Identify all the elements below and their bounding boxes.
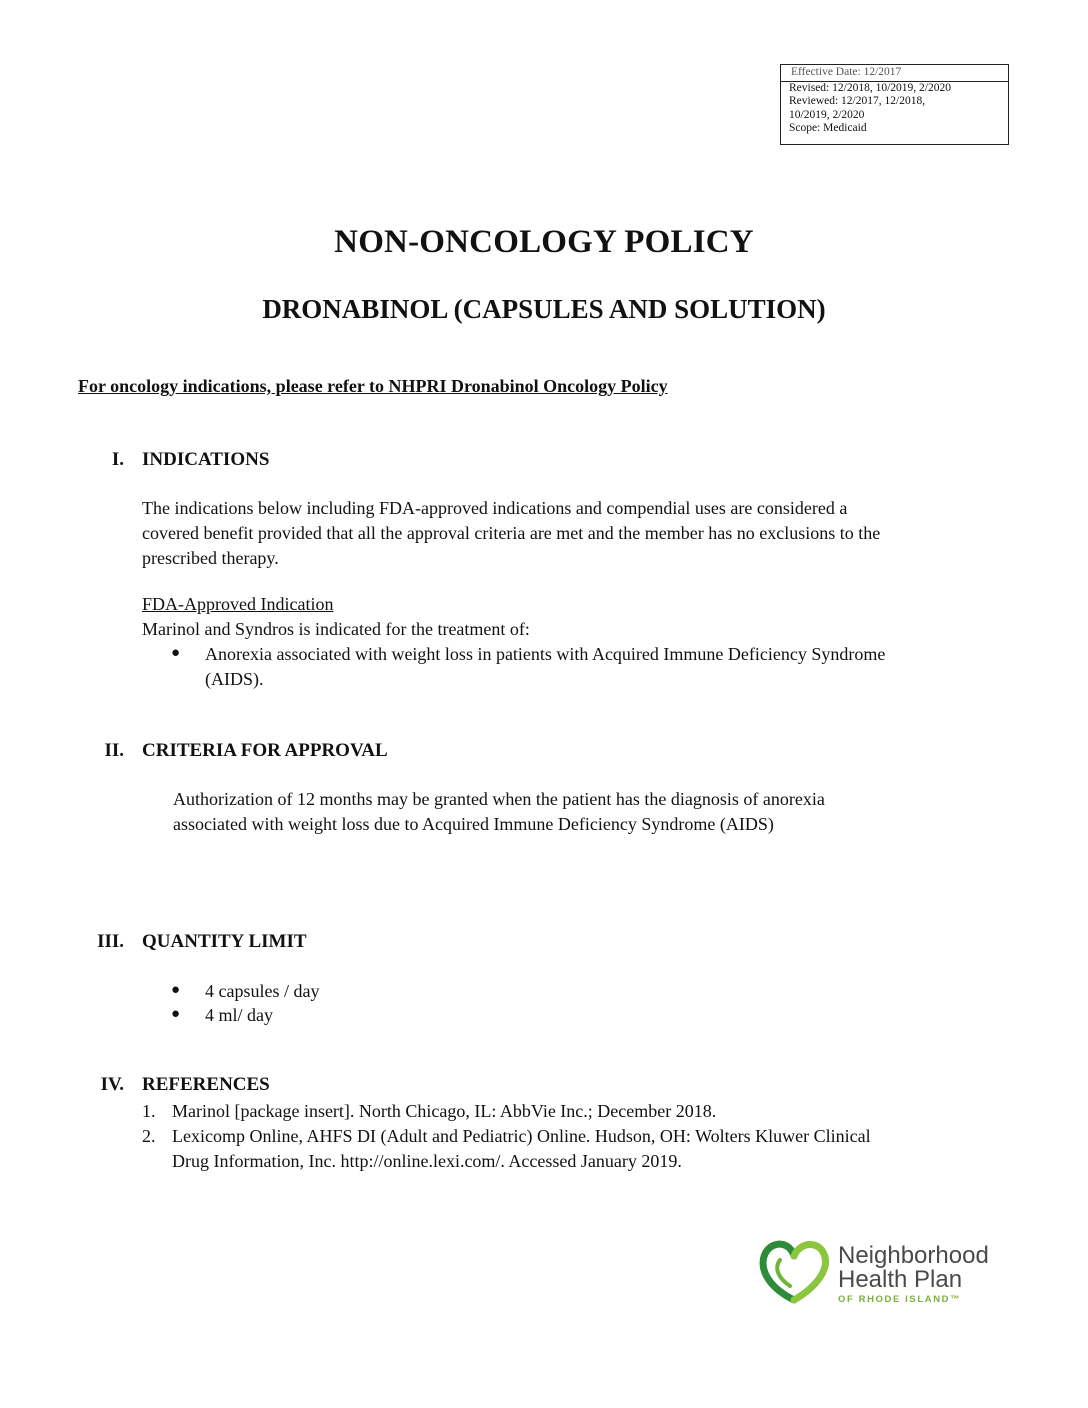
reference-item: Marinol [package insert]. North Chicago, IL: AbbVie Inc.; December 2018. [172, 1101, 717, 1121]
scope: Scope: Medicaid [789, 122, 867, 134]
fda-approved-label: FDA-Approved Indication [142, 594, 334, 614]
paragraph-line: The indications below including FDA-approved indications and compendial uses are considered a [142, 498, 848, 518]
paragraph-line: prescribed therapy. [142, 548, 279, 568]
reference-number: 2. [142, 1126, 156, 1146]
reference-line: Lexicomp Online, AHFS DI (Adult and Pediatric) Online. Hudson, OH: Wolters Kluwer Clinical [172, 1126, 871, 1146]
reviewed-dates-1: Reviewed: 12/2017, 12/2018, [789, 95, 926, 107]
section-1-paragraph [142, 496, 880, 571]
reference-item [172, 1124, 871, 1174]
section-1-title: INDICATIONS [142, 449, 270, 470]
revised-dates: Revised: 12/2018, 10/2019, 2/2020 [789, 81, 951, 94]
bullet-icon: ● [171, 645, 181, 661]
logo-text-line2: Health Plan [838, 1266, 963, 1293]
bullet-icon: ● [171, 982, 181, 998]
heart-swirl-icon [756, 1238, 832, 1306]
section-4-number: IV. [100, 1074, 124, 1095]
indication-bullet [205, 642, 885, 692]
reviewed-dates-2: 10/2019, 2/2020 [789, 108, 865, 121]
reference-number: 1. [142, 1101, 156, 1121]
section-3-title: QUANTITY LIMIT [142, 931, 307, 952]
effective-date: Effective Date: 12/2017 [781, 65, 1008, 82]
quantity-bullet: 4 ml/ day [205, 1005, 273, 1025]
revision-info-box [780, 64, 1009, 145]
bullet-line: (AIDS). [205, 669, 264, 689]
fda-intro: Marinol and Syndros is indicated for the treatment of: [142, 619, 530, 639]
nhpri-logo [756, 1238, 1016, 1306]
paragraph-line: covered benefit provided that all the approval criteria are met and the member has no exclusions to the [142, 523, 881, 543]
page-subtitle: DRONABINOL (CAPSULES AND SOLUTION) [262, 294, 826, 324]
section-1-number: I. [111, 449, 124, 470]
reference-line: Drug Information, Inc. http://online.lexi.com/. Accessed January 2019. [172, 1151, 682, 1171]
paragraph-line: associated with weight loss due to Acquired Immune Deficiency Syndrome (AIDS) [173, 814, 774, 834]
bullet-line: Anorexia associated with weight loss in patients with Acquired Immune Deficiency Syndrome [205, 644, 886, 664]
section-2-paragraph [173, 787, 825, 837]
paragraph-line: Authorization of 12 months may be granted when the patient has the diagnosis of anorexia [173, 789, 825, 809]
page-title: NON-ONCOLOGY POLICY [334, 224, 754, 260]
oncology-referral-link[interactable]: For oncology indications, please refer to NHPRI Dronabinol Oncology Policy [78, 376, 668, 396]
section-4-title: REFERENCES [142, 1074, 270, 1095]
section-3-number: III. [97, 931, 124, 952]
section-2-title: CRITERIA FOR APPROVAL [142, 740, 388, 761]
section-2-number: II. [104, 740, 124, 761]
logo-text-line1: Neighborhood [838, 1242, 989, 1269]
bullet-icon: ● [171, 1006, 181, 1022]
logo-text-line3: OF RHODE ISLAND™ [838, 1294, 962, 1305]
quantity-bullet: 4 capsules / day [205, 981, 320, 1001]
